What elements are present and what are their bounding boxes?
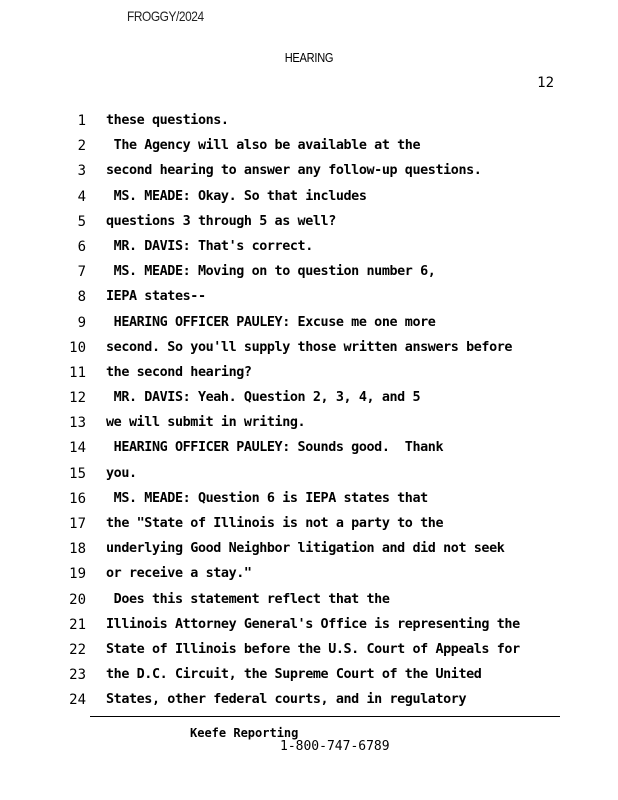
line-text: second. So you'll supply those written answers before [106,339,513,355]
line-number: 19 [69,566,86,583]
line-text: HEARING OFFICER PAULEY: Sounds good. Thank [106,440,444,456]
line-number: 22 [69,641,86,658]
line-text: questions 3 through 5 as well? [106,213,336,229]
transcript-line [0,615,618,640]
transcript-line [0,111,618,136]
transcript-line [0,665,618,690]
line-text: State of Illinois before the U.S. Court of Appeals for [106,641,520,657]
transcript-line [0,262,618,287]
transcript-line [0,136,618,161]
transcript-line [0,514,618,539]
line-text: Does this statement reflect that the [106,591,390,607]
footer-phone: 1-800-747-6789 [280,739,390,754]
transcript-line [0,287,618,312]
transcript-line [0,161,618,186]
transcript-line [0,590,618,615]
transcript-line [0,539,618,564]
page-number: 12 [537,75,554,91]
line-number: 7 [77,264,86,281]
page-title: HEARING [284,50,334,65]
transcript-line [0,338,618,363]
transcript-line [0,464,618,489]
line-text: these questions. [106,113,229,128]
transcript-line [0,690,618,715]
line-text: or receive a stay." [106,566,252,582]
line-text: States, other federal courts, and in regulatory [106,692,467,708]
line-number: 8 [77,289,86,306]
footer-company: Keefe Reporting [190,726,299,740]
line-text: the second hearing? [106,364,252,380]
line-text: we will submit in writing. [106,415,306,431]
transcript-line [0,564,618,589]
transcript-body [0,111,618,716]
line-number: 20 [69,591,86,608]
transcript-line [0,212,618,237]
line-text: MR. DAVIS: That's correct. [106,238,313,254]
line-number: 24 [69,692,86,709]
transcript-line [0,187,618,212]
line-text: MS. MEADE: Okay. So that includes [106,188,367,204]
transcript-line [0,388,618,413]
line-text: the D.C. Circuit, the Supreme Court of the United [106,667,482,683]
line-number: 11 [69,364,86,381]
line-text: underlying Good Neighbor litigation and did not seek [106,541,505,557]
line-number: 1 [77,113,86,129]
line-number: 14 [69,440,86,457]
line-number: 15 [69,465,86,482]
transcript-line [0,438,618,463]
line-number: 12 [69,390,86,407]
line-text: MS. MEADE: Question 6 is IEPA states that [106,490,428,506]
transcript-line [0,413,618,438]
line-number: 10 [69,339,86,356]
line-text: The Agency will also be available at the [106,138,421,154]
line-number: 4 [77,188,86,205]
line-text: HEARING OFFICER PAULEY: Excuse me one more [106,314,436,330]
transcript-line [0,313,618,338]
line-number: 13 [69,415,86,432]
line-text: second hearing to answer any follow-up questions. [106,163,482,179]
header-date: FROGGY/2024 [127,8,204,24]
line-text: you. [106,465,137,481]
line-number: 3 [77,163,86,180]
line-number: 6 [77,238,86,255]
transcript-line [0,640,618,665]
line-text: Illinois Attorney General's Office is representing the [106,616,520,632]
line-text: MS. MEADE: Moving on to question number 6, [106,264,436,280]
line-number: 9 [77,314,86,331]
line-number: 5 [77,213,86,230]
line-number: 2 [77,138,86,155]
line-number: 18 [69,541,86,558]
line-text: the "State of Illinois is not a party to the [106,516,444,531]
line-number: 23 [69,667,86,684]
transcript-line [0,489,618,514]
footer-divider [90,716,560,717]
line-number: 17 [69,516,86,532]
line-number: 21 [69,616,86,633]
line-text: MR. DAVIS: Yeah. Question 2, 3, 4, and 5 [106,390,421,406]
transcript-line [0,363,618,388]
line-text: IEPA states-- [106,289,206,305]
line-number: 16 [69,490,86,507]
transcript-line [0,237,618,262]
